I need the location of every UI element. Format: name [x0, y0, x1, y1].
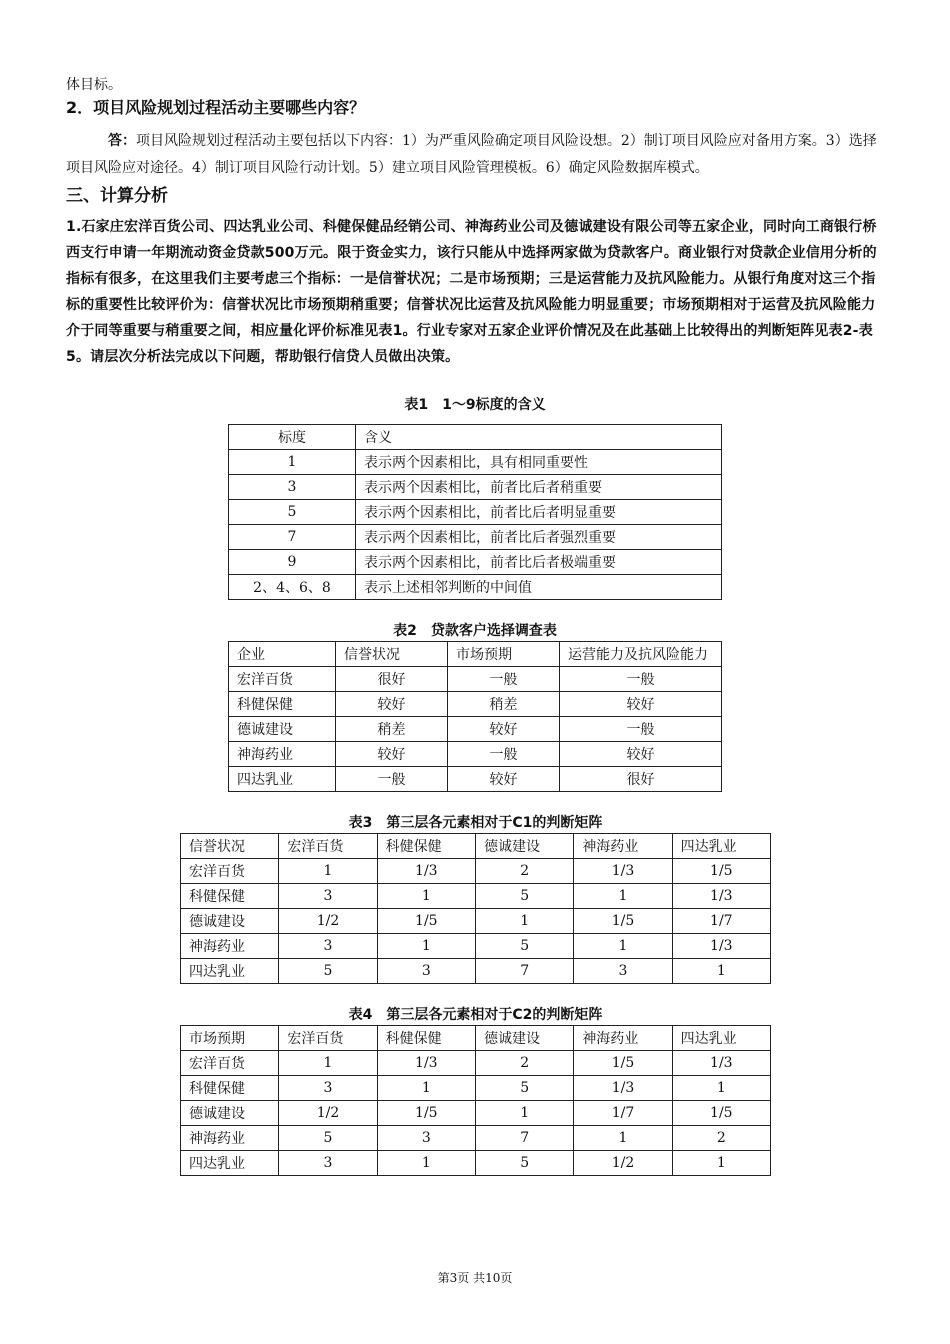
- table4-cell: 1: [279, 1051, 377, 1076]
- table-row: [229, 475, 722, 500]
- table-row: [229, 525, 722, 550]
- table2-cell: 很好: [336, 667, 448, 692]
- table2-cell: 较好: [448, 717, 560, 742]
- table4-cell: 3: [279, 1076, 377, 1101]
- table2-cell: 一般: [336, 767, 448, 792]
- table3: [180, 833, 771, 984]
- answer-paragraph: [66, 128, 888, 182]
- table2-cell: 较好: [336, 742, 448, 767]
- table-row: [181, 934, 771, 959]
- table2-cell: 稍差: [448, 692, 560, 717]
- table-row: [229, 742, 722, 767]
- table4-cell: 1: [475, 1101, 573, 1126]
- table1-header-cell: 标度: [229, 425, 356, 450]
- table1-cell: 表示两个因素相比，前者比后者极端重要: [356, 550, 722, 575]
- table3-cell: 1/7: [672, 909, 770, 934]
- table-row: [181, 859, 771, 884]
- table1-header-row: [229, 425, 722, 450]
- table4-cell: 7: [475, 1126, 573, 1151]
- table4-cell: 1: [672, 1151, 770, 1176]
- table-row: [229, 717, 722, 742]
- table-row: [229, 692, 722, 717]
- table1-cell: 7: [229, 525, 356, 550]
- table4-cell: 1/3: [672, 1051, 770, 1076]
- table4-cell: 2: [475, 1051, 573, 1076]
- table3-cell: 1/2: [279, 909, 377, 934]
- table4-cell: 1/5: [574, 1051, 672, 1076]
- table3-cell: 3: [279, 934, 377, 959]
- table1-cell: 9: [229, 550, 356, 575]
- table2-cell: 一般: [560, 667, 722, 692]
- table4-cell: 2: [672, 1126, 770, 1151]
- table3-cell: 1: [377, 884, 475, 909]
- table3-cell: 1: [377, 934, 475, 959]
- table4-cell: 德诚建设: [181, 1101, 279, 1126]
- table-row: [229, 450, 722, 475]
- table3-cell: 神海药业: [181, 934, 279, 959]
- table4-cell: 1/5: [672, 1101, 770, 1126]
- table3-cell: 1: [475, 909, 573, 934]
- table-row: [229, 767, 722, 792]
- table3-cell: 1/5: [574, 909, 672, 934]
- table4-header-cell: 神海药业: [574, 1026, 672, 1051]
- table3-cell: 1/5: [672, 859, 770, 884]
- table3-cell: 1: [574, 884, 672, 909]
- table4-header-cell: 市场预期: [181, 1026, 279, 1051]
- table-row: [181, 1151, 771, 1176]
- table3-cell: 1: [574, 934, 672, 959]
- table3-cell: 1/5: [377, 909, 475, 934]
- table4-header-row: [181, 1026, 771, 1051]
- table-row: [229, 550, 722, 575]
- table2-cell: 较好: [560, 742, 722, 767]
- table2-cell: 一般: [560, 717, 722, 742]
- table1-header-cell: 含义: [356, 425, 722, 450]
- table1-cell: 1: [229, 450, 356, 475]
- table4-cell: 宏洋百货: [181, 1051, 279, 1076]
- table4-cell: 1/2: [574, 1151, 672, 1176]
- table3-header-cell: 信誉状况: [181, 834, 279, 859]
- table2-cell: 很好: [560, 767, 722, 792]
- table2-header-cell: 运营能力及抗风险能力: [560, 642, 722, 667]
- table2: [228, 641, 722, 792]
- table2-header-cell: 信誉状况: [336, 642, 448, 667]
- table2-cell: 四达乳业: [229, 767, 336, 792]
- table-row: [229, 500, 722, 525]
- table3-cell: 1: [672, 959, 770, 984]
- table3-header-cell: 科健保健: [377, 834, 475, 859]
- table1-cell: 表示两个因素相比，前者比后者强烈重要: [356, 525, 722, 550]
- table4-cell: 1: [377, 1151, 475, 1176]
- table4-cell: 1/3: [574, 1076, 672, 1101]
- table4-cell: 5: [475, 1076, 573, 1101]
- table-row: [181, 1051, 771, 1076]
- table3-cell: 宏洋百货: [181, 859, 279, 884]
- problem-statement: 1.石家庄宏洋百货公司、四达乳业公司、科健保健品经销公司、神海药业公司及德诚建设有限公司等五家企业，同时向工商银行桥西支行申请一年期流动资金贷款500万元。限于资金实力，该行只能从中选择两家做为贷款客户。商业银行对贷款企业信用分析的指标有很多，在这里我们主要考虑三个指标：一是信誉状况；二是市场预期；三是运营能力及抗风险能力。从银行角度对这三个指标的重要性比较评价为：信誉状况比市场预期稍重要；信誉状况比运营及抗风险能力明显重要；市场预期相对于运营及抗风险能力介于同等重要与稍重要之间，相应量化评价标准见表1。行业专家对五家企业评价情况及在此基础上比较得出的判断矩阵见表2-表5。请层次分析法完成以下问题，帮助银行信贷人员做出决策。: [66, 219, 877, 365]
- table3-cell: 7: [475, 959, 573, 984]
- table4-header-cell: 宏洋百货: [279, 1026, 377, 1051]
- table4-header-cell: 德诚建设: [475, 1026, 573, 1051]
- table4-cell: 神海药业: [181, 1126, 279, 1151]
- table3-cell: 3: [279, 884, 377, 909]
- table2-cell: 一般: [448, 742, 560, 767]
- question-heading: 2．项目风险规划过程活动主要哪些内容？: [66, 98, 366, 117]
- table2-cell: 神海药业: [229, 742, 336, 767]
- table2-caption: 表2 贷款客户选择调查表: [393, 623, 557, 639]
- table4-cell: 1: [672, 1076, 770, 1101]
- continuation-text: 体目标。: [66, 77, 122, 93]
- table3-cell: 科健保健: [181, 884, 279, 909]
- table3-cell: 四达乳业: [181, 959, 279, 984]
- table4-header-cell: 科健保健: [377, 1026, 475, 1051]
- table-row: [181, 959, 771, 984]
- table4-cell: 1/7: [574, 1101, 672, 1126]
- table1: [228, 424, 722, 600]
- table3-cell: 1/3: [574, 859, 672, 884]
- table3-cell: 1: [279, 859, 377, 884]
- table3-header-row: [181, 834, 771, 859]
- section-heading: 三、计算分析: [66, 186, 168, 206]
- table3-cell: 3: [377, 959, 475, 984]
- table1-cell: 3: [229, 475, 356, 500]
- table4-cell: 1/2: [279, 1101, 377, 1126]
- answer-text: 项目风险规划过程活动主要包括以下内容：1）为严重风险确定项目风险设想。2）制订项目风险应对备用方案。3）选择项目风险应对途径。4）制订项目风险行动计划。5）建立项目风险管理模板。6）确定风险数据库模式。: [66, 133, 877, 176]
- table2-cell: 宏洋百货: [229, 667, 336, 692]
- table3-header-cell: 四达乳业: [672, 834, 770, 859]
- table2-header-row: [229, 642, 722, 667]
- table4-cell: 1/3: [377, 1051, 475, 1076]
- table4-cell: 1: [574, 1126, 672, 1151]
- table2-cell: 德诚建设: [229, 717, 336, 742]
- table4-cell: 3: [377, 1126, 475, 1151]
- table-row: [181, 1076, 771, 1101]
- table3-caption: 表3 第三层各元素相对于C1的判断矩阵: [348, 815, 603, 831]
- table3-cell: 1/3: [672, 884, 770, 909]
- table4-header-cell: 四达乳业: [672, 1026, 770, 1051]
- table3-cell: 1/3: [672, 934, 770, 959]
- table4-caption: 表4 第三层各元素相对于C2的判断矩阵: [348, 1007, 603, 1023]
- table3-header-cell: 德诚建设: [475, 834, 573, 859]
- table3-header-cell: 宏洋百货: [279, 834, 377, 859]
- table4-cell: 1/5: [377, 1101, 475, 1126]
- table4: [180, 1025, 771, 1176]
- table2-cell: 稍差: [336, 717, 448, 742]
- table2-cell: 较好: [336, 692, 448, 717]
- table3-cell: 2: [475, 859, 573, 884]
- table2-header-cell: 市场预期: [448, 642, 560, 667]
- table2-header-cell: 企业: [229, 642, 336, 667]
- table1-cell: 表示上述相邻判断的中间值: [356, 575, 722, 600]
- table1-cell: 表示两个因素相比，前者比后者明显重要: [356, 500, 722, 525]
- table3-cell: 德诚建设: [181, 909, 279, 934]
- answer-label: 答：: [108, 133, 136, 149]
- table3-cell: 3: [574, 959, 672, 984]
- table-row: [181, 1101, 771, 1126]
- table3-cell: 5: [279, 959, 377, 984]
- table1-cell: 表示两个因素相比，前者比后者稍重要: [356, 475, 722, 500]
- table3-cell: 5: [475, 934, 573, 959]
- table-row: [181, 1126, 771, 1151]
- table1-cell: 2、4、6、8: [229, 575, 356, 600]
- table3-cell: 1/3: [377, 859, 475, 884]
- page-footer: 第3页 共10页: [437, 1271, 513, 1285]
- table4-cell: 1: [377, 1076, 475, 1101]
- table-row: [229, 667, 722, 692]
- table4-cell: 科健保健: [181, 1076, 279, 1101]
- table-row: [181, 884, 771, 909]
- table-row: [229, 575, 722, 600]
- table1-caption: 表1 1～9标度的含义: [404, 397, 546, 413]
- table-row: [181, 909, 771, 934]
- table4-cell: 5: [279, 1126, 377, 1151]
- table2-cell: 一般: [448, 667, 560, 692]
- table2-cell: 科健保健: [229, 692, 336, 717]
- table3-cell: 5: [475, 884, 573, 909]
- table4-cell: 四达乳业: [181, 1151, 279, 1176]
- table3-header-cell: 神海药业: [574, 834, 672, 859]
- table1-cell: 表示两个因素相比，具有相同重要性: [356, 450, 722, 475]
- table4-cell: 3: [279, 1151, 377, 1176]
- table4-cell: 5: [475, 1151, 573, 1176]
- table2-cell: 较好: [448, 767, 560, 792]
- table1-cell: 5: [229, 500, 356, 525]
- table2-cell: 较好: [560, 692, 722, 717]
